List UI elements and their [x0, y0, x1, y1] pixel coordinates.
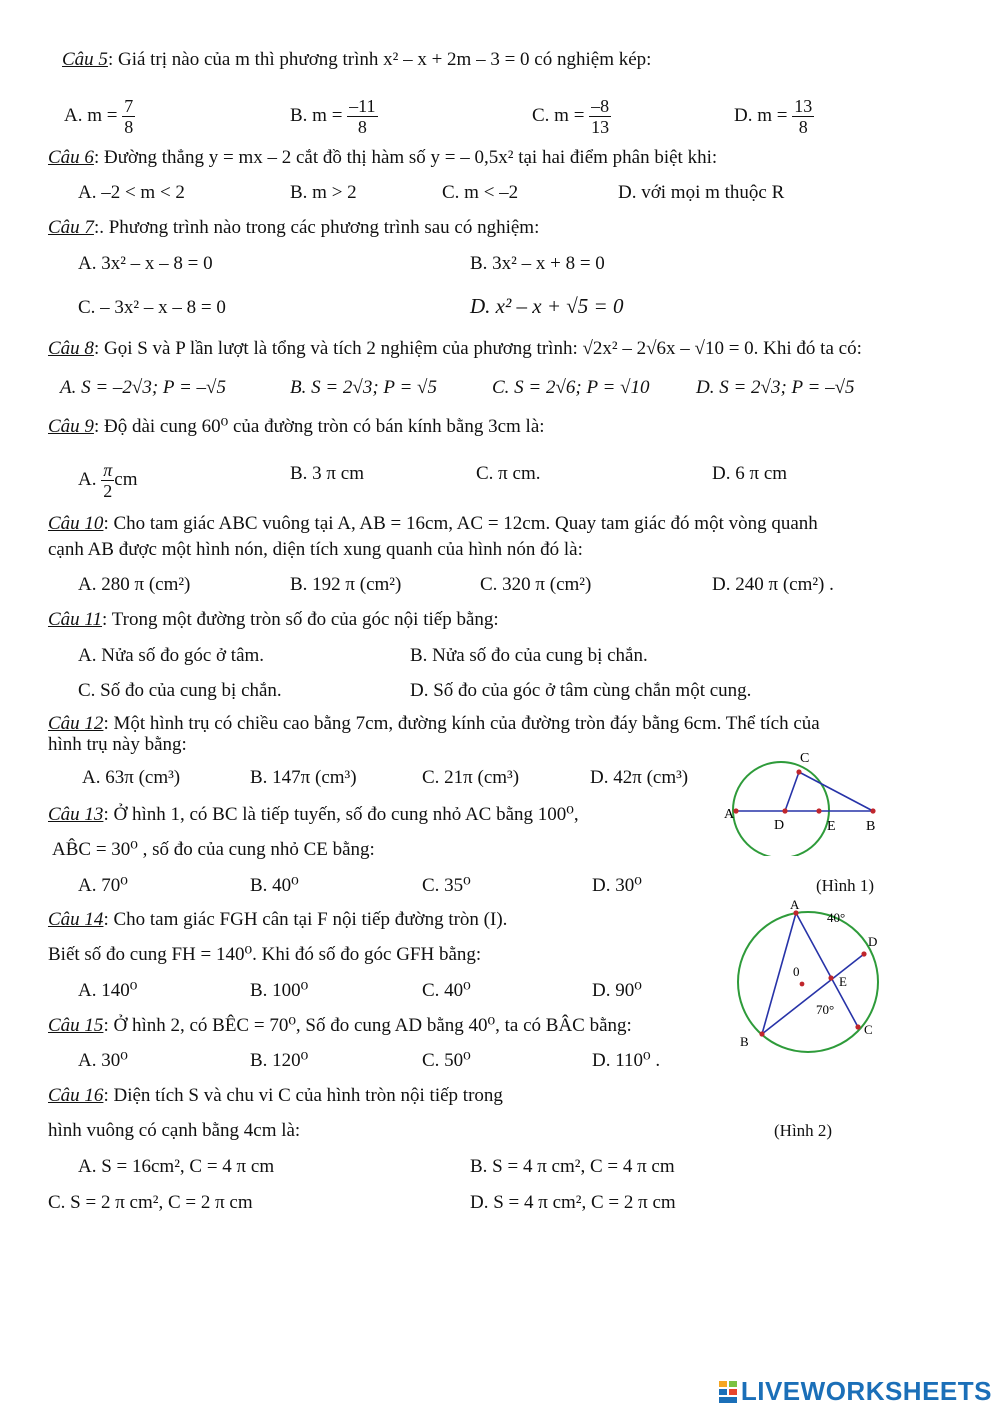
- q9-option-a-suffix: cm: [114, 468, 138, 490]
- q9-option-a-num: π: [103, 460, 113, 480]
- question-13-text-2: AB̂C = 30⁰ , số đo của cung nhỏ CE bằng:: [52, 839, 375, 860]
- q9-option-c[interactable]: C. π cm.: [476, 463, 541, 484]
- q5-option-c[interactable]: [532, 96, 611, 137]
- q6-option-b[interactable]: B. m > 2: [290, 182, 357, 203]
- q15-option-d[interactable]: D. 110⁰ .: [592, 1050, 661, 1071]
- q16-option-c[interactable]: C. S = 2 π cm², C = 2 π cm: [48, 1192, 253, 1213]
- question-9: [48, 415, 545, 439]
- question-6: [48, 146, 717, 170]
- q9-option-a[interactable]: [78, 460, 137, 501]
- q13-option-d[interactable]: D. 30⁰: [592, 875, 642, 896]
- q12-option-c[interactable]: C. 21π (cm³): [422, 767, 520, 788]
- question-16-text-2: hình vuông có cạnh bằng 4cm là:: [48, 1120, 301, 1141]
- q5-option-a-prefix: A. m =: [64, 104, 118, 126]
- q11-option-b[interactable]: B. Nửa số đo của cung bị chắn.: [410, 645, 648, 666]
- q5-option-c-fraction: [589, 96, 611, 137]
- q8-option-b[interactable]: B. S = 2√3; P = √5: [290, 377, 437, 398]
- q9-option-a-fraction: [101, 460, 114, 501]
- figure-1-diagram: [718, 746, 890, 856]
- question-6-text: : Đường thẳng y = mx – 2 cắt đồ thị hàm số y = – 0,5x² tại hai điểm phân biệt khi:: [93, 147, 718, 168]
- q9-option-b[interactable]: B. 3 π cm: [290, 463, 364, 484]
- figure-1-point-e: [816, 808, 821, 813]
- question-8-text: : Gọi S và P lần lượt là tổng và tích 2 nghiệm của phương trình: √2x² – 2√6x – √10 = 0. Khi đó ta có:: [93, 338, 862, 359]
- figure-2-label-c: C: [864, 1022, 873, 1037]
- q5-option-a[interactable]: [64, 96, 135, 137]
- figure-2-point-c: [855, 1024, 860, 1029]
- question-14-label: Câu 14: [48, 909, 104, 930]
- figure-2-line-bd: [762, 954, 864, 1034]
- q5-option-c-prefix: C. m =: [532, 104, 585, 126]
- q5-option-b-num: –11: [349, 96, 376, 116]
- question-16-text-1: : Diện tích S và chu vi C của hình tròn nội tiếp trong: [103, 1085, 503, 1106]
- figure-1-point-a: [733, 808, 738, 813]
- q7-option-a[interactable]: A. 3x² – x – 8 = 0: [78, 253, 213, 274]
- figure-2-circle: [738, 912, 878, 1052]
- q5-option-a-den: 8: [124, 117, 134, 137]
- q10-option-a[interactable]: A. 280 π (cm²): [78, 574, 191, 595]
- q14-option-b[interactable]: B. 100⁰: [250, 980, 309, 1001]
- figure-2-caption: (Hình 2): [774, 1121, 833, 1140]
- question-7: [48, 216, 539, 240]
- figure-1-circle: [733, 762, 829, 856]
- q15-option-b[interactable]: B. 120⁰: [250, 1050, 309, 1071]
- q12-option-d[interactable]: D. 42π (cm³): [590, 767, 689, 788]
- liveworksheets-watermark: [719, 1376, 992, 1407]
- q5-option-a-num: 7: [124, 96, 134, 116]
- question-7-label: Câu 7: [48, 217, 94, 238]
- figure-2-angle-70: 70°: [816, 1002, 835, 1017]
- question-8: [48, 337, 862, 361]
- question-12-text-2: hình trụ này bằng:: [48, 734, 187, 755]
- q13-option-c[interactable]: C. 35⁰: [422, 875, 471, 896]
- q11-option-a[interactable]: A. Nửa số đo góc ở tâm.: [78, 645, 265, 666]
- q8-option-d[interactable]: D. S = 2√3; P = –√5: [696, 377, 855, 398]
- figure-2-point-o: [800, 982, 805, 987]
- question-11: [48, 608, 499, 632]
- q14-option-d[interactable]: D. 90⁰: [592, 980, 642, 1001]
- figure-2-point-e: [828, 975, 833, 980]
- q14-option-a[interactable]: A. 140⁰: [78, 980, 138, 1001]
- question-16-label: Câu 16: [48, 1085, 104, 1106]
- question-12-label: Câu 12: [48, 713, 104, 734]
- figure-2-label-d: D: [868, 934, 878, 949]
- question-14-text-1: : Cho tam giác FGH cân tại F nội tiếp đường tròn (I).: [103, 909, 508, 930]
- figure-2-label-a: A: [790, 897, 800, 912]
- question-7-text: :. Phương trình nào trong các phương trình sau có nghiệm:: [93, 217, 540, 238]
- liveworksheets-logo-icon: [719, 1381, 737, 1403]
- question-10-text-2: cạnh AB được một hình nón, diện tích xung quanh của hình nón đó là:: [48, 539, 583, 560]
- q7-option-b[interactable]: B. 3x² – x + 8 = 0: [470, 253, 605, 274]
- q16-option-a[interactable]: A. S = 16cm², C = 4 π cm: [78, 1156, 275, 1177]
- q5-option-b-den: 8: [357, 117, 367, 137]
- question-12-text-1: : Một hình trụ có chiều cao bằng 7cm, đường kính của đường tròn đáy bằng 6cm. Thể tích của: [103, 713, 820, 734]
- figure-1-point-c: [796, 769, 801, 774]
- q5-option-c-den: 13: [591, 117, 610, 137]
- q7-option-d[interactable]: D. x² – x + √5 = 0: [470, 294, 624, 318]
- question-16: [48, 1084, 503, 1108]
- q13-option-b[interactable]: B. 40⁰: [250, 875, 299, 896]
- figure-1-label-d: D: [774, 818, 785, 833]
- figure-1-label-b: B: [866, 819, 876, 834]
- question-5: [62, 48, 651, 72]
- figure-2-label-b: B: [740, 1034, 749, 1049]
- figure-1-label-e: E: [827, 819, 836, 834]
- q5-option-d-den: 8: [798, 117, 808, 137]
- q6-option-d[interactable]: D. với mọi m thuộc R: [618, 182, 785, 203]
- question-5-text: : Giá trị nào của m thì phương trình x² – x + 2m – 3 = 0 có nghiệm kép:: [107, 49, 652, 70]
- question-8-label: Câu 8: [48, 338, 94, 359]
- q6-option-a[interactable]: A. –2 < m < 2: [78, 182, 185, 203]
- q8-option-a[interactable]: A. S = –2√3; P = –√5: [60, 377, 226, 398]
- question-10-label: Câu 10: [48, 513, 104, 534]
- figure-1-tangent-bc: [799, 772, 873, 811]
- q16-option-b[interactable]: B. S = 4 π cm², C = 4 π cm: [470, 1156, 675, 1177]
- question-9-label: Câu 9: [48, 416, 94, 437]
- q13-option-a[interactable]: A. 70⁰: [78, 875, 128, 896]
- figure-2-point-b: [759, 1031, 764, 1036]
- q5-option-d-fraction: [792, 96, 814, 137]
- q5-option-d[interactable]: [734, 96, 814, 137]
- question-10-text-1: : Cho tam giác ABC vuông tại A, AB = 16cm, AC = 12cm. Quay tam giác đó một vòng quanh: [103, 513, 818, 534]
- q10-option-b[interactable]: B. 192 π (cm²): [290, 574, 402, 595]
- q6-option-c[interactable]: C. m < –2: [442, 182, 519, 203]
- question-13-text-1: : Ở hình 1, có BC là tiếp tuyến, số đo cung nhỏ AC bằng 100⁰,: [103, 804, 579, 825]
- q10-option-c[interactable]: C. 320 π (cm²): [480, 574, 592, 595]
- q16-option-d[interactable]: D. S = 4 π cm², C = 2 π cm: [470, 1192, 676, 1213]
- question-13-label: Câu 13: [48, 804, 104, 825]
- q5-option-a-fraction: [122, 96, 135, 137]
- q5-option-d-prefix: D. m =: [734, 104, 788, 126]
- q10-option-d[interactable]: D. 240 π (cm²) .: [712, 574, 834, 595]
- question-13: [48, 803, 579, 827]
- q12-option-a[interactable]: A. 63π (cm³): [82, 767, 181, 788]
- figure-1-line-cd: [785, 772, 799, 811]
- q7-option-c[interactable]: C. – 3x² – x – 8 = 0: [78, 297, 226, 318]
- question-6-label: Câu 6: [48, 147, 94, 168]
- q9-option-a-den: 2: [103, 481, 113, 501]
- q11-option-c[interactable]: C. Số đo của cung bị chắn.: [78, 680, 282, 701]
- question-15: [48, 1014, 632, 1038]
- figure-1-point-d: [782, 808, 787, 813]
- question-11-label: Câu 11: [48, 609, 103, 630]
- q12-option-b[interactable]: B. 147π (cm³): [250, 767, 357, 788]
- figure-2-label-o: 0: [793, 964, 800, 979]
- figure-2-diagram: [730, 896, 890, 1056]
- figure-2-line-ab: [762, 913, 796, 1034]
- figure-2-point-d: [861, 951, 866, 956]
- question-15-text: : Ở hình 2, có BÊC = 70⁰, Số đo cung AD bằng 40⁰, ta có BÂC bằng:: [103, 1015, 632, 1036]
- figure-1-label-c: C: [800, 751, 810, 766]
- question-11-text: : Trong một đường tròn số đo của góc nội tiếp bằng:: [102, 609, 499, 630]
- q9-option-d[interactable]: D. 6 π cm: [712, 463, 788, 484]
- question-15-label: Câu 15: [48, 1015, 104, 1036]
- figure-1-label-a: A: [724, 807, 735, 822]
- question-10: [48, 512, 818, 536]
- figure-1-caption: (Hình 1): [816, 876, 875, 895]
- question-9-text: : Độ dài cung 60⁰ của đường tròn có bán kính bằng 3cm là:: [93, 416, 545, 437]
- q11-option-d[interactable]: D. Số đo của góc ở tâm cùng chắn một cung.: [410, 680, 752, 701]
- q5-option-b-prefix: B. m =: [290, 104, 343, 126]
- question-14: [48, 908, 507, 932]
- q5-option-b[interactable]: [290, 96, 378, 137]
- q15-option-a[interactable]: A. 30⁰: [78, 1050, 128, 1071]
- q5-option-c-num: –8: [591, 96, 610, 116]
- question-14-text-2: Biết số đo cung FH = 140⁰. Khi đó số đo góc GFH bằng:: [48, 944, 482, 965]
- figure-2-angle-40: 40°: [827, 910, 846, 925]
- q5-option-b-fraction: [347, 96, 377, 137]
- q14-option-c[interactable]: C. 40⁰: [422, 980, 471, 1001]
- q9-option-a-prefix: A.: [78, 468, 97, 490]
- liveworksheets-text: LIVEWORKSHEETS: [740, 1376, 992, 1406]
- q5-option-d-num: 13: [794, 96, 813, 116]
- q15-option-c[interactable]: C. 50⁰: [422, 1050, 471, 1071]
- question-5-label: Câu 5: [62, 49, 108, 70]
- figure-1-point-b: [870, 808, 875, 813]
- figure-2-label-e: E: [839, 974, 847, 989]
- q8-option-c[interactable]: C. S = 2√6; P = √10: [492, 377, 650, 398]
